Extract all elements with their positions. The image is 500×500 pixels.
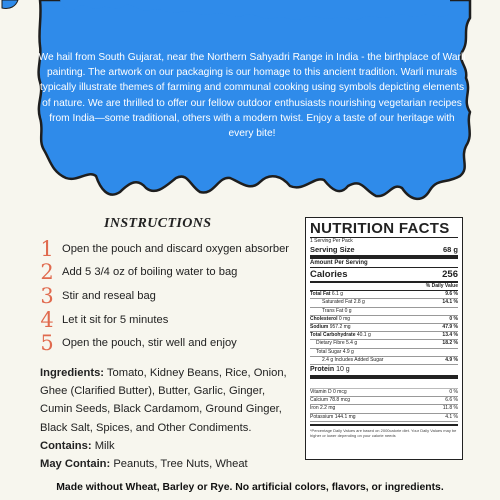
nutrient-row: [310, 340, 458, 348]
nutrient-amount: 2.8 g: [353, 299, 365, 306]
vitamin-label: Calcium: [310, 397, 329, 404]
nutrient-label: Sodium: [310, 324, 329, 331]
daily-value-header: % Daily Value: [310, 283, 458, 291]
step-number: 2: [40, 259, 54, 284]
calories-row: [310, 268, 458, 283]
vitamin-row: [310, 414, 458, 422]
step-text: Open the pouch and discard oxygen absorber: [62, 243, 290, 255]
blank-row: [310, 379, 458, 389]
servings-per-pack: 1 Serving Per Pack: [310, 238, 353, 244]
vitamin-label: Vitamin D: [310, 389, 332, 396]
nutrient-rows: [310, 291, 458, 365]
footer-statement: Made without Wheat, Barley or Rye. No artificial colors, flavors, or ingredients.: [56, 482, 444, 493]
nutrient-label: 2.4 g Includes Added Sugar: [322, 356, 384, 363]
intro-text: We hail from South Gujarat, near the Northern Sahyadri Range in India - the birthplace of Warli painting. The artwork on our packaging is our homage to this ancient tradition. Warli murals typically illustrate themes of farming and communal cooking using symbols depicting elements of nature. We are thrilled to offer our fellow outdoor enthusiasts nourishing vegetarian recipes from India—some traditional, others with a modern twist. Enjoy a taste of our heritage with every bite!: [38, 52, 466, 140]
serving-size-value: 68 g: [442, 245, 458, 254]
nutrient-dv: 18.2 %: [442, 340, 458, 347]
nutrient-row: [310, 299, 458, 307]
step-text: Stir and reseal bag: [62, 290, 156, 302]
nutrient-row: [310, 308, 458, 316]
calories-value: 256: [442, 269, 458, 280]
vitamin-amount: 0 mcg: [332, 389, 347, 396]
nutrient-label: Saturated Fat: [322, 299, 353, 306]
nutrient-amount: 6.1 g: [331, 291, 343, 298]
nutrient-dv: 14.1 %: [442, 299, 458, 306]
protein-label: Protein: [310, 366, 335, 374]
may-contain-label: May Contain:: [40, 458, 111, 471]
nutrient-row: [310, 357, 458, 365]
nutrient-label: Total Carbohydrate: [310, 332, 356, 339]
nutrient-label: Dietary Fibre: [316, 340, 345, 347]
nutrient-amount: 0 g: [344, 307, 352, 314]
step-number: 4: [40, 307, 54, 332]
step-2: [38, 261, 237, 283]
vitamin-row: [310, 389, 458, 397]
serving-size-row: [310, 245, 458, 259]
nutrient-amount: 957.2 mg: [329, 324, 351, 331]
nutrient-row: [310, 324, 458, 332]
nutrient-label: Trans Fat: [322, 307, 344, 314]
vitamin-dv: 4.1 %: [445, 413, 458, 420]
ingredients-label: Ingredients:: [40, 367, 105, 379]
nutrient-label: Total Sugar: [316, 348, 342, 355]
step-5: [38, 332, 237, 354]
vitamin-label: Potassium: [310, 413, 334, 420]
step-text: Add 5 3/4 oz of boiling water to bag: [62, 266, 238, 278]
step-3: [38, 285, 156, 307]
nutrient-row: [310, 316, 458, 324]
vitamin-amount: 78.8 mcg: [329, 397, 351, 404]
nutrition-footnote: *Percentage Daily Values are based on 2000calorie diet. Your Daily Values may be higher or lower depending on your calorie needs: [310, 424, 458, 438]
instructions-title: INSTRUCTIONS: [104, 216, 212, 231]
nutrient-row: [310, 349, 458, 357]
contains-label: Contains:: [40, 439, 92, 452]
nutrient-dv: 4.9 %: [445, 356, 458, 363]
vitamin-row: [310, 405, 458, 413]
step-number: 3: [40, 283, 54, 308]
ingredients-list: Tomato, Kidney Beans, Rice, Onion, Ghee (Clarified Butter), Butter, Garlic, Ginger, Cumin Seeds, Black Cardamom, Ground Ginger, Black Salt, Spices, and Other Condiments.: [40, 367, 287, 434]
vitamin-label: Iron: [310, 405, 319, 412]
protein-row: [310, 365, 458, 379]
nutrient-label: Total Fat: [310, 291, 331, 298]
step-text: Open the pouch, stir well and enjoy: [62, 337, 237, 349]
step-1: [38, 238, 289, 260]
nutrient-label: Cholesterol: [310, 315, 338, 322]
calories-label: Calories: [310, 269, 348, 280]
nutrition-facts-panel: [305, 217, 463, 460]
vitamin-dv: 11.8 %: [442, 405, 458, 412]
step-number: 1: [40, 236, 54, 261]
step-text: Let it sit for 5 minutes: [62, 314, 169, 326]
nutrient-amount: 40.1 g: [356, 332, 371, 339]
vitamin-row: [310, 397, 458, 405]
nutrient-amount: 0 mg: [338, 315, 351, 322]
vitamin-amount: 144.1 mg: [334, 413, 356, 420]
contains-value: Milk: [91, 439, 115, 452]
nutrient-dv: 13.4 %: [442, 332, 458, 339]
vitamin-dv: 0 %: [449, 389, 458, 396]
vitamin-rows: [310, 389, 458, 422]
nutrient-dv: 47.9 %: [442, 324, 458, 331]
nutrient-row: [310, 332, 458, 340]
amount-per-serving: Amount Per Serving: [310, 259, 458, 268]
step-4: [38, 309, 168, 331]
step-number: 5: [40, 330, 54, 355]
nutrient-amount: 4.9 g: [342, 348, 354, 355]
nutrition-title: NUTRITION FACTS: [310, 220, 458, 238]
nutrient-dv: 9.6 %: [445, 291, 458, 298]
may-contain-value: Peanuts, Tree Nuts, Wheat: [110, 458, 248, 471]
vitamin-amount: 2.2 mg: [320, 405, 336, 412]
nutrient-amount: 5.4 g: [346, 340, 358, 347]
protein-value: 10 g: [336, 366, 350, 374]
ingredients-block: [40, 364, 290, 473]
serving-size-label: Serving Size: [310, 245, 355, 254]
nutrient-row: [310, 291, 458, 299]
vitamin-dv: 6.6 %: [445, 397, 458, 404]
nutrient-dv: 0 %: [449, 315, 458, 322]
